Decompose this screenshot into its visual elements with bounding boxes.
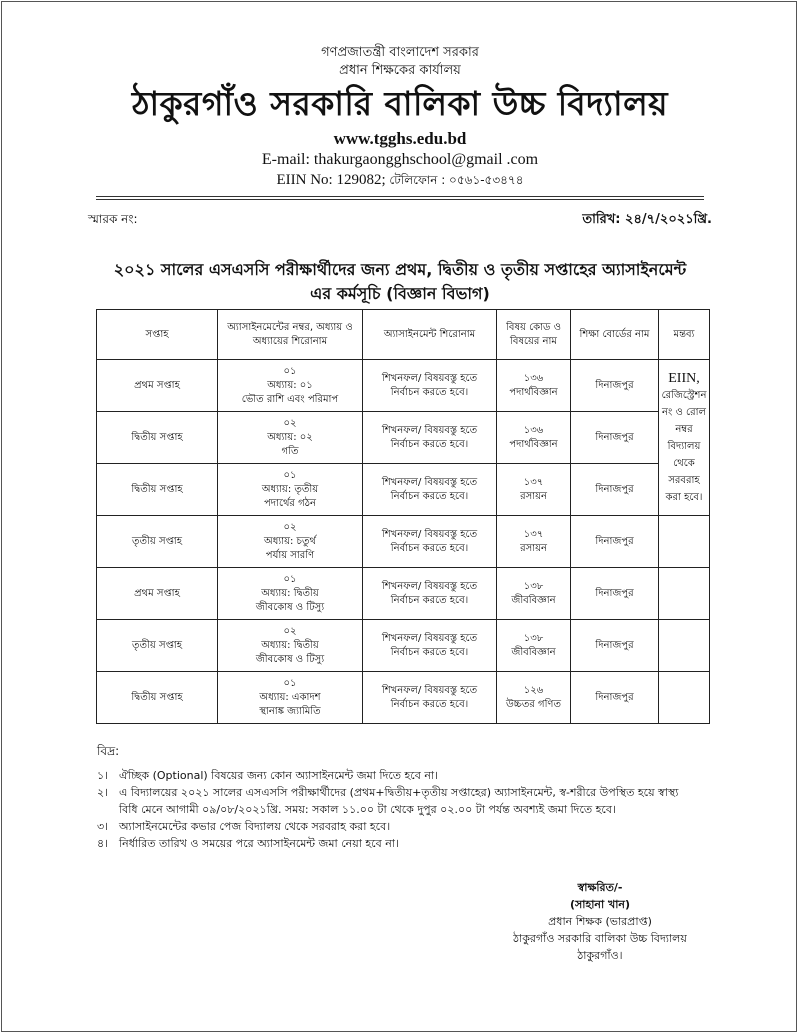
- notes-title: বিদ্র:: [97, 744, 120, 758]
- subject-cell: ১৩৬ পদার্থবিজ্ঞান: [497, 412, 571, 464]
- table-row: [97, 412, 710, 464]
- week-cell: দ্বিতীয় সপ্তাহ: [97, 412, 218, 464]
- government-name: গণপ্রজাতন্ত্রী বাংলাদেশ সরকার: [321, 45, 479, 60]
- column-header: অ্যাসাইনমেন্ট শিরোনাম: [363, 310, 497, 360]
- board-cell: দিনাজপুর: [571, 568, 659, 620]
- chapter-cell: ০২ অধ্যায়: ০২ গতি: [218, 412, 363, 464]
- board-cell: দিনাজপুর: [571, 672, 659, 724]
- email-address[interactable]: E-mail: thakurgaongghschool@gmail .com: [261, 151, 539, 168]
- week-cell: দ্বিতীয় সপ্তাহ: [97, 464, 218, 516]
- table-row: [97, 464, 710, 516]
- signature-block: [480, 879, 720, 964]
- column-header: সপ্তাহ: [97, 310, 218, 360]
- column-header: মন্তব্য: [659, 310, 710, 360]
- note-item: ৩। অ্যাসাইনমেন্টের কভার পেজ বিদ্যালয় থেকে সরবরাহ করা হবে।: [97, 820, 391, 833]
- memo-number: স্মারক নং:: [88, 212, 138, 226]
- week-cell: তৃতীয় সপ্তাহ: [97, 516, 218, 568]
- header-divider: [96, 196, 704, 197]
- remarks-empty-cell: [659, 516, 710, 568]
- note-item: ২। এ বিদ্যালয়ের ২০২১ সালের এসএসসি পরীক্ষার্থীদের (প্রথম+দ্বিতীয়+তৃতীয় সপ্তাহের) অ্যাসাইনমেন্ট, স্ব-শরীরে উপস্থিত হয়ে স্বাস্থ্য বিধি মেনে আগামী ০৯/০৮/২০২১খ্রি. সময়: সকাল ১১.০০ টা থেকে দুপুর ০২.০০ টা পর্যন্ত অবশ্যই জমা দিতে হবে।: [97, 786, 679, 816]
- board-cell: দিনাজপুর: [571, 516, 659, 568]
- chapter-cell: ০১ অধ্যায়: দ্বিতীয় জীবকোষ ও টিস্যু: [218, 568, 363, 620]
- column-header: অ্যাসাইনমেন্টের নম্বর, অধ্যায় ও অধ্যায়ের শিরোনাম: [218, 310, 363, 360]
- column-header: বিষয় কোড ও বিষয়ের নাম: [497, 310, 571, 360]
- school-name: ঠাকুরগাঁও সরকারি বালিকা উচ্চ বিদ্যালয়: [131, 84, 669, 123]
- header-divider-double: [96, 199, 704, 200]
- remarks-empty-cell: [659, 568, 710, 620]
- table-header-row: [97, 310, 710, 360]
- week-cell: প্রথম সপ্তাহ: [97, 568, 218, 620]
- signatory-name: (সাহানা খান): [569, 898, 631, 911]
- assignment-title-cell: শিখনফল/ বিষয়বস্তু হতে নির্বাচন করতে হবে।: [363, 620, 497, 672]
- assignment-title-cell: শিখনফল/ বিষয়বস্তু হতে নির্বাচন করতে হবে।: [363, 516, 497, 568]
- board-cell: দিনাজপুর: [571, 412, 659, 464]
- chapter-cell: ০২ অধ্যায়: দ্বিতীয় জীবকোষ ও টিস্যু: [218, 620, 363, 672]
- subject-cell: ১৩৭ রসায়ন: [497, 516, 571, 568]
- column-header: শিক্ষা বোর্ডের নাম: [571, 310, 659, 360]
- table-row: [97, 360, 710, 412]
- table-row: [97, 672, 710, 724]
- assignment-title-cell: শিখনফল/ বিষয়বস্তু হতে নির্বাচন করতে হবে।: [363, 568, 497, 620]
- subject-cell: ১৩৮ জীববিজ্ঞান: [497, 568, 571, 620]
- subject-cell: ১২৬ উচ্চতর গণিত: [497, 672, 571, 724]
- table-row: [97, 516, 710, 568]
- assignment-title-cell: শিখনফল/ বিষয়বস্তু হতে নির্বাচন করতে হবে।: [363, 464, 497, 516]
- table-row: [97, 568, 710, 620]
- week-cell: দ্বিতীয় সপ্তাহ: [97, 672, 218, 724]
- issue-date: তারিখ: ২৪/৭/২০২১খ্রি.: [582, 212, 712, 227]
- assignment-title-cell: শিখনফল/ বিষয়বস্তু হতে নির্বাচন করতে হবে।: [363, 412, 497, 464]
- subject-cell: ১৩৭ রসায়ন: [497, 464, 571, 516]
- contact-line: [0, 170, 800, 190]
- chapter-cell: ০১ অধ্যায়: একাদশ স্থানাঙ্ক জ্যামিতি: [218, 672, 363, 724]
- note-item: ১। ঐচ্ছিক (Optional) বিষয়ের জন্য কোন অ্যাসাইনমেন্ট জমা দিতে হবে না।: [97, 769, 439, 782]
- week-cell: তৃতীয় সপ্তাহ: [97, 620, 218, 672]
- note-item: ৪। নির্ধারিত তারিখ ও সময়ের পরে অ্যাসাইনমেন্ট জমা নেয়া হবে না।: [97, 837, 399, 850]
- board-cell: দিনাজপুর: [571, 620, 659, 672]
- board-cell: দিনাজপুর: [571, 464, 659, 516]
- signatory-institution: ঠাকুরগাঁও সরকারি বালিকা উচ্চ বিদ্যালয়: [513, 932, 687, 945]
- table-row: [97, 620, 710, 672]
- signatory-place: ঠাকুরগাঁও।: [577, 949, 623, 962]
- remarks-empty-cell: [659, 672, 710, 724]
- week-cell: প্রথম সপ্তাহ: [97, 360, 218, 412]
- subject-cell: ১৩৬ পদার্থবিজ্ঞান: [497, 360, 571, 412]
- board-cell: দিনাজপুর: [571, 360, 659, 412]
- website-link[interactable]: www.tgghs.edu.bd: [333, 129, 467, 148]
- remarks-cell: EIIN, রেজিস্ট্রেশন নং ও রোল নম্বর বিদ্যালয় থেকে সরবরাহ করা হবে।: [659, 360, 710, 516]
- document-title: [60, 258, 740, 306]
- assignment-title-cell: শিখনফল/ বিষয়বস্তু হতে নির্বাচন করতে হবে।: [363, 360, 497, 412]
- signed-label: স্বাক্ষরিত/-: [577, 881, 623, 894]
- assignment-title-cell: শিখনফল/ বিষয়বস্তু হতে নির্বাচন করতে হবে।: [363, 672, 497, 724]
- remarks-empty-cell: [659, 620, 710, 672]
- signatory-designation: প্রধান শিক্ষক (ভারপ্রাপ্ত): [548, 915, 652, 928]
- letterhead: [0, 44, 800, 190]
- title-line-1: ২০২১ সালের এসএসসি পরীক্ষার্থীদের জন্য প্রথম, দ্বিতীয় ও তৃতীয় সপ্তাহের অ্যাসাইনমেন্ট: [113, 260, 687, 279]
- chapter-cell: ০১ অধ্যায়: তৃতীয় পদার্থের গঠন: [218, 464, 363, 516]
- phone-number: টেলিফোন : ০৫৬১-৫৩৪৭৪: [389, 173, 524, 187]
- office-name: প্রধান শিক্ষকের কার্যালয়: [339, 63, 461, 78]
- subject-cell: ১৩৮ জীববিজ্ঞান: [497, 620, 571, 672]
- eiin-number: EIIN No: 129082;: [276, 172, 386, 188]
- title-line-2: এর কর্মসূচি (বিজ্ঞান বিভাগ): [310, 284, 490, 303]
- chapter-cell: ০১ অধ্যায়: ০১ ভৌত রাশি এবং পরিমাপ: [218, 360, 363, 412]
- chapter-cell: ০২ অধ্যায়: চতুর্থ পর্যায় সারণি: [218, 516, 363, 568]
- notes-section: [97, 743, 737, 852]
- assignment-schedule-table: [96, 309, 710, 724]
